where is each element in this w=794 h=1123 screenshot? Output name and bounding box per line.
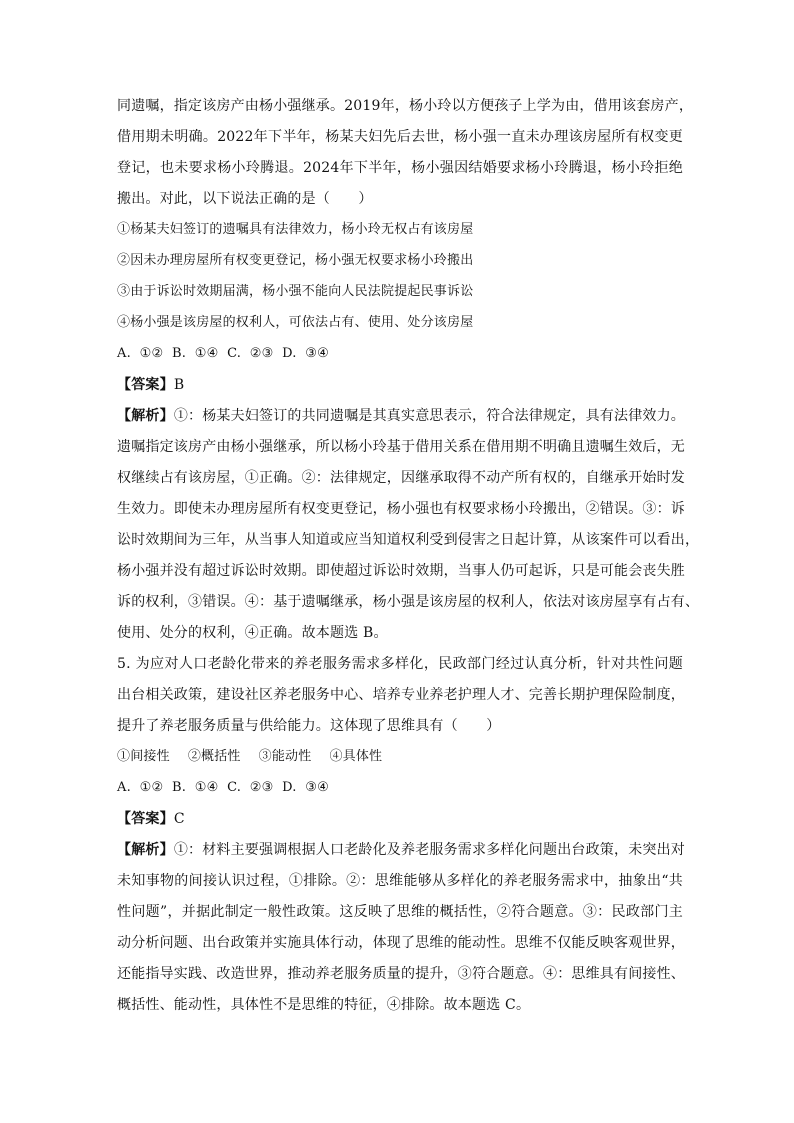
q4-analysis-line-1 bbox=[117, 406, 686, 426]
q5-analysis-line-6: 概括性、能动性，具体性不是思维的特征，④排除。故本题选 C。 bbox=[117, 997, 531, 1013]
q4-analysis-line-6: 杨小强并没有超过诉讼时效期。即使超过诉讼时效期，当事人仍可起诉，只是可能会丧失胜 bbox=[117, 563, 685, 579]
q5-stem-line-1: 5. 为应对人口老龄化带来的养老服务需求多样化，民政部门经过认真分析，针对共性问题 bbox=[117, 656, 683, 672]
q5-answer bbox=[117, 809, 185, 829]
q4-stem-line-4: 搬出。对此，以下说法正确的是（ ） bbox=[117, 191, 373, 207]
q5-analysis-line-5: 还能指导实践、改造世界，推动养老服务质量的提升，③符合题意。④：思维具有间接性、 bbox=[117, 966, 685, 982]
q4-statement-1: ①杨某夫妇签订的遗嘱具有法律效力，杨小玲无权占有该房屋 bbox=[117, 222, 474, 237]
q4-answer bbox=[117, 375, 184, 395]
q4-analysis-line-2: 遗嘱指定该房产由杨小强继承，所以杨小玲基于借用关系在借用期不明确且遗嘱生效后，无 bbox=[117, 439, 685, 455]
q4-analysis-line-3: 权继续占有该房屋，①正确。②：法律规定，因继承取得不动产所有权的，自继承开始时发 bbox=[117, 470, 685, 486]
q5-option-3: ③能动性 bbox=[258, 749, 312, 764]
q4-answer-label: 【答案】 bbox=[117, 377, 174, 393]
q5-choices: A. ①② B. ①④ C. ②③ D. ③④ bbox=[117, 780, 330, 795]
q4-analysis-line-8: 使用、处分的权利，④正确。故本题选 B。 bbox=[117, 625, 388, 641]
q4-analysis-line-7: 诉的权利，③错误。④：基于遗嘱继承，杨小强是该房屋的权利人，依法对该房屋享有占有、 bbox=[117, 594, 700, 610]
q4-answer-value: B bbox=[173, 377, 185, 393]
q4-analysis-line-4: 生效力。即使未办理房屋所有权变更登记，杨小强也有权要求杨小玲搬出，②错误。③：诉 bbox=[117, 501, 685, 517]
q5-options bbox=[117, 747, 400, 767]
q5-stem-line-3: 提升了养老服务质量与供给能力。这体现了思维具有（ ） bbox=[117, 718, 501, 734]
q4-analysis-text-1: ①：杨某夫妇签订的共同遗嘱是其真实意思表示，符合法律规定，具有法律效力。 bbox=[173, 408, 686, 424]
q5-option-4: ④具体性 bbox=[329, 749, 383, 764]
q4-stem-line-2: 借用期未明确。2022年下半年，杨某夫妇先后去世，杨小强一直未办理该房屋所有权变更 bbox=[117, 129, 683, 145]
q5-option-1: ①间接性 bbox=[117, 749, 170, 764]
q4-stem-line-1: 同遗嘱，指定该房产由杨小强继承。2019年，杨小玲以方便孩子上学为由，借用该套房产， bbox=[117, 98, 694, 114]
q4-analysis-line-5: 讼时效期间为三年，从当事人知道或应当知道权利受到侵害之日起计算，从该案件可以看出， bbox=[117, 532, 700, 548]
q4-statement-4: ④杨小强是该房屋的权利人，可依法占有、使用、处分该房屋 bbox=[117, 315, 474, 330]
q5-answer-label: 【答案】 bbox=[117, 811, 174, 827]
q5-analysis-line-3: 性问题”，并据此制定一般性政策。这反映了思维的概括性，②符合题意。③：民政部门主 bbox=[117, 904, 683, 920]
q4-stem-line-3: 登记，也未要求杨小玲腾退。2024年下半年，杨小强因结婚要求杨小玲腾退，杨小玲拒绝 bbox=[117, 160, 683, 176]
q5-answer-value: C bbox=[173, 811, 185, 827]
q5-analysis-line-4: 动分析问题、出台政策并实施具体行动，体现了思维的能动性。思维不仅能反映客观世界， bbox=[117, 935, 685, 951]
q4-statement-2: ②因未办理房屋所有权变更登记，杨小强无权要求杨小玲搬出 bbox=[117, 253, 474, 268]
q4-analysis-label: 【解析】 bbox=[117, 408, 174, 424]
q4-choices: A. ①② B. ①④ C. ②③ D. ③④ bbox=[117, 346, 330, 361]
q4-statement-3: ③由于诉讼时效期届满，杨小强不能向人民法院提起民事诉讼 bbox=[117, 284, 474, 299]
q5-analysis-line-1 bbox=[117, 840, 686, 860]
q5-option-2: ②概括性 bbox=[187, 749, 241, 764]
q5-analysis-line-2: 未知事物的间接认识过程，①排除。②：思维能够从多样化的养老服务需求中，抽象出“共 bbox=[117, 873, 683, 889]
q5-stem-line-2: 出台相关政策，建设社区养老服务中心、培养专业养老护理人才、完善长期护理保险制度， bbox=[117, 687, 685, 703]
q5-analysis-text-1: ①：材料主要强调根据人口老龄化及养老服务需求多样化问题出台政策，未突出对 bbox=[173, 842, 686, 858]
q5-analysis-label: 【解析】 bbox=[117, 842, 174, 858]
